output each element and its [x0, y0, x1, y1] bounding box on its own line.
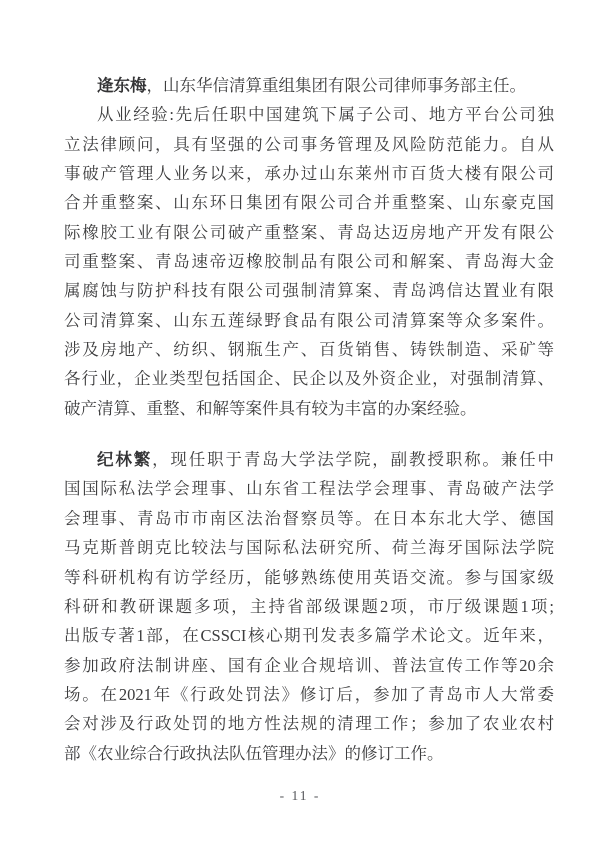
text-line: 部《农业综合行政执法队伍管理办法》的修订工作。	[64, 743, 444, 763]
text-line: 会对涉及行政处罚的地方性法规的清理工作；参加了农业农村	[64, 714, 554, 734]
person-title-text: ，现任职于青岛大学法学院，副教授职称。兼任中	[152, 450, 554, 470]
text-line: 从业经验:先后任职中国建筑下属子公司、地方平台公司独	[97, 105, 554, 125]
person-name: 逄东梅	[97, 76, 147, 95]
text-line: 合并重整案、山东环日集团有限公司合并重整案、山东豪克国	[64, 193, 554, 213]
text-line: 科研和教研课题多项，主持省部级课题2项，市厅级课题1项;	[64, 596, 554, 616]
text-line: 各行业，企业类型包括国企、民企以及外资企业，对强制清算、	[64, 369, 554, 389]
text-line: 场。在2021年《行政处罚法》修订后，参加了青岛市人大常委	[64, 684, 554, 704]
text-line: 涉及房地产、纺织、钢瓶生产、百货销售、铸铁制造、采矿等	[64, 340, 554, 360]
person-name: 纪林繁	[97, 450, 153, 470]
text-line	[64, 445, 554, 474]
text-line	[64, 71, 554, 100]
text-line: 破产清算、重整、和解等案件具有较为丰富的办案经验。	[64, 398, 477, 418]
text-line: 国国际私法学会理事、山东省工程法学会理事、青岛破产法学	[64, 479, 554, 499]
text-line: 等科研机构有访学经历，能够熟练使用英语交流。参与国家级	[64, 567, 554, 587]
text-line: 参加政府法制讲座、国有企业合规培训、普法宣传工作等20余	[64, 655, 554, 675]
bio-1-title-paragraph	[64, 71, 554, 100]
text-line: 际橡胶工业有限公司破产重整案、青岛达迈房地产开发有限公	[64, 222, 554, 242]
text-line: 马克斯普朗克比较法与国际私法研究所、荷兰海牙国际法学院	[64, 538, 554, 558]
text-line: 出版专著1部，在CSSCI核心期刊发表多篇学术论文。近年来，	[64, 626, 554, 646]
page-number: - 11 -	[279, 788, 321, 803]
bio-1-experience-paragraph	[64, 100, 554, 423]
text-line: 事破产管理人业务以来，承办过山东莱州市百货大楼有限公司	[64, 164, 554, 184]
text-line: 属腐蚀与防护科技有限公司强制清算案、青岛鸿信达置业有限	[64, 281, 554, 301]
page-content	[64, 71, 554, 768]
text-line: 立法律顾问，具有坚强的公司事务管理及风险防范能力。自从	[64, 134, 554, 154]
text-line: 司重整案、青岛速帝迈橡胶制品有限公司和解案、青岛海大金	[64, 252, 554, 272]
bio-2-paragraph	[64, 445, 554, 768]
text-line: 公司清算案、山东五莲绿野食品有限公司清算案等众多案件。	[64, 310, 554, 330]
text-line: 会理事、青岛市市南区法治督察员等。在日本东北大学、德国	[64, 508, 554, 528]
person-title-text: ，山东华信清算重组集团有限公司律师事务部主任。	[146, 76, 526, 95]
